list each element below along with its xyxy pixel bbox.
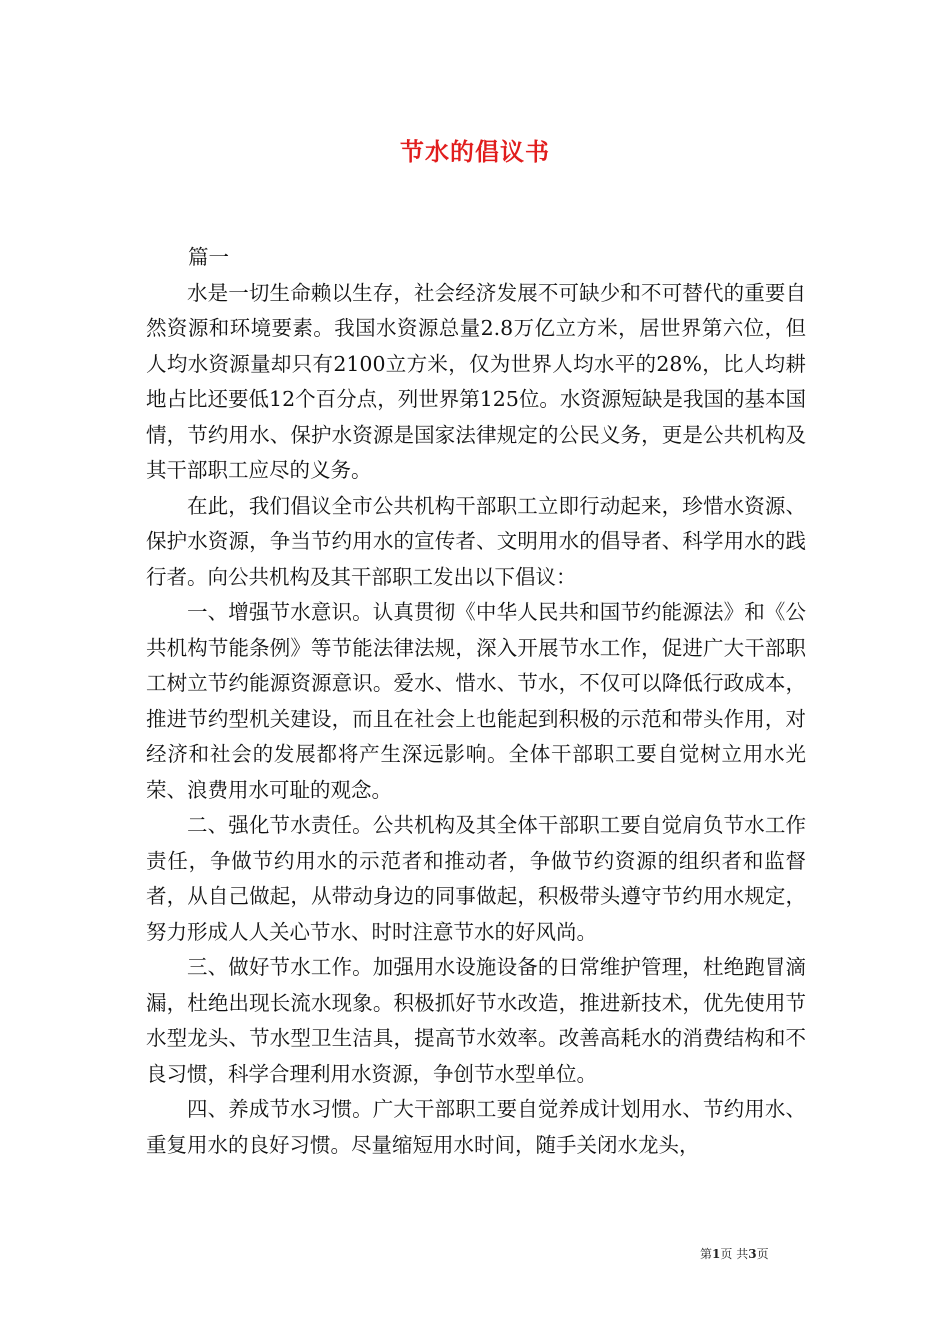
paragraph-item-2: 二、强化节水责任。公共机构及其全体干部职工要自觉肩负节水工作责任，争做节约用水的示范者和推动者，争做节约资源的组织者和监督者，从自己做起，从带动身边的同事做起，积极带头遵守节约用水规定，努力形成人人关心节水、时时注意节水的好风尚。	[146, 813, 806, 944]
paragraph-item-3: 三、做好节水工作。加强用水设施设备的日常维护管理，杜绝跑冒滴漏，杜绝出现长流水现象。积极抓好节水改造，推进新技术，优先使用节水型龙头、节水型卫生洁具，提高节水效率。改善高耗水的消费结构和不良习惯，科学合理利用水资源，争创节水型单位。	[146, 955, 806, 1086]
footer-prefix: 第	[700, 1247, 713, 1261]
paragraph-item-1: 一、增强节水意识。认真贯彻《中华人民共和国节约能源法》和《公共机构节能条例》等节能法律法规，深入开展节水工作，促进广大干部职工树立节约能源资源意识。爱水、惜水、节水，不仅可以降低行政成本，推进节约型机关建设，而且在社会上也能起到积极的示范和带头作用，对经济和社会的发展都将产生深远影响。全体干部职工要自觉树立用水光荣、浪费用水可耻的观念。	[146, 600, 806, 802]
section-label: 篇一	[188, 245, 229, 269]
paragraph-item-4: 四、养成节水习惯。广大干部职工要自觉养成计划用水、节约用水、重复用水的良好习惯。尽量缩短用水时间，随手关闭水龙头，	[146, 1097, 806, 1157]
page-footer	[700, 1245, 769, 1262]
paragraph-intro: 水是一切生命赖以生存，社会经济发展不可缺少和不可替代的重要自然资源和环境要素。我国水资源总量2.8万亿立方米，居世界第六位，但人均水资源量却只有2100立方米，仅为世界人均水平的28%，比人均耕地占比还要低12个百分点，列世界第125位。水资源短缺是我国的基本国情，节约用水、保护水资源是国家法律规定的公民义务，更是公共机构及其干部职工应尽的义务。	[146, 280, 806, 482]
document-title: 节水的倡议书	[400, 137, 550, 166]
footer-total-pages: 3	[748, 1247, 757, 1261]
paragraph-proposal: 在此，我们倡议全市公共机构干部职工立即行动起来，珍惜水资源、保护水资源，争当节约用水的宣传者、文明用水的倡导者、科学用水的践行者。向公共机构及其干部职工发出以下倡议：	[146, 493, 806, 589]
footer-suffix: 页	[756, 1247, 769, 1261]
document-body	[146, 240, 806, 1163]
footer-middle: 页 共	[720, 1247, 749, 1261]
footer-current-page: 1	[712, 1247, 721, 1261]
